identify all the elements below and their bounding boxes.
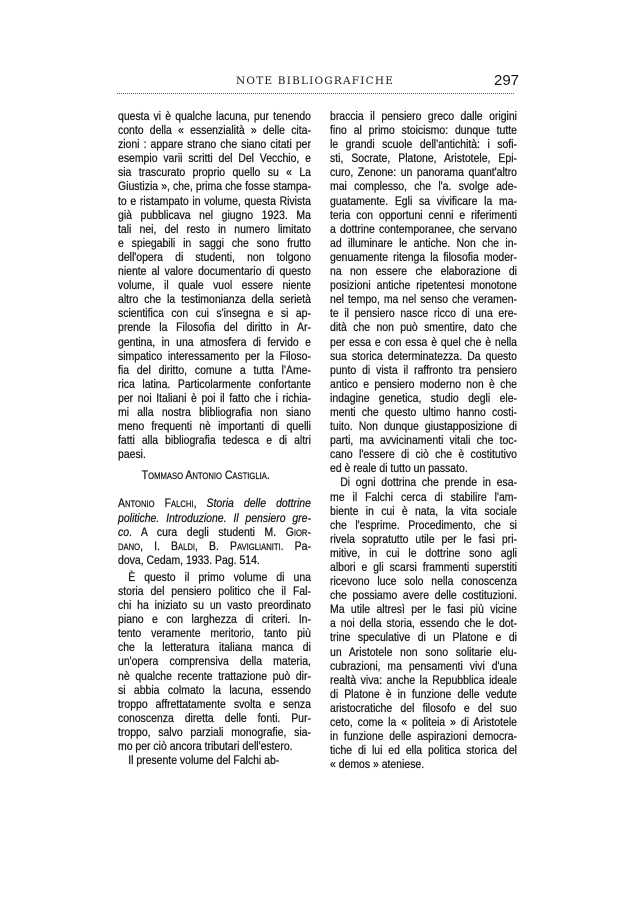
text-line: tiche di lui ed ella politica storica del [330, 743, 517, 758]
text-line: chi ha iniziato su un vasto preordinato [118, 598, 311, 613]
text-line: sia trascurato proprio quello su « La [118, 165, 311, 180]
text-line: Di ogni dottrina che prende in esa- [340, 475, 517, 490]
text-line: che l'esprime. Procedimento, che si [330, 517, 517, 532]
text-line: scientifica con cui s'insegna e si ap- [118, 306, 311, 321]
text-line: mitive, in cui le dottrine sono agli [330, 545, 517, 560]
text-line: che possiamo avere delle costituzioni. [330, 588, 517, 603]
paragraph [118, 109, 311, 461]
text-line: guatamente. Egli sa vivificare la ma- [330, 193, 517, 208]
text-line: a dottrine contemporanee, che servano [330, 221, 517, 236]
text-line: le grandi scuole dell'antichità: i sofi- [330, 137, 517, 152]
text-line: fino al primo stoicismo: dunque tutte [330, 123, 517, 138]
text-line: e spiegabili in saggi che sono frutto [118, 235, 311, 250]
text-line: niente al valore documentario di questo [118, 264, 311, 279]
paragraph [118, 570, 311, 753]
text-line: per essa e con essa è quel che è nella [330, 334, 517, 349]
text-line: curo, Zenone: un panorama quant'altro [330, 165, 517, 180]
text-line: conoscenza diretta delle fonti. Pur- [118, 710, 311, 725]
text-line: zioni : appare strano che siano citati per [118, 137, 311, 152]
text-line: un'opera comprensiva della materia, [118, 654, 311, 669]
text-line: per noi Italiani è poi il fatto che i richia- [118, 390, 311, 405]
book-title: co [118, 524, 130, 539]
author-name: Antonio Falchi [118, 496, 194, 511]
text-line: posizioni antiche ripetentesi monotone [330, 278, 517, 293]
text-line: realtà viva: anche la Repubblica ideale [330, 672, 517, 687]
text-line: Giustizia », che, prima che fosse stampa- [118, 179, 311, 194]
text-line: teria con opportuni cenni e riferimenti [330, 207, 517, 222]
bibliographic-entry [118, 496, 311, 566]
entry-text: dova, Cedam, 1933. Pag. 514. [118, 552, 260, 567]
text-line: ad illuminare le antiche. Non che in- [330, 235, 517, 250]
right-column [330, 109, 517, 771]
text-line: parti, ma avvicinamenti vitali che toc- [330, 433, 517, 448]
paragraph [330, 475, 517, 771]
entry-line [118, 553, 311, 567]
text-line: conto della « essenzialità » delle cita- [118, 123, 311, 138]
text-line: Il presente volume del Falchi ab- [128, 753, 280, 768]
text-line: dell'opera di studenti, non tolgono [118, 249, 311, 264]
running-header-title: NOTE BIBLIOGRAFICHE [236, 75, 395, 87]
left-column [118, 109, 311, 767]
text-line: simpatico interessamento per la Filoso- [118, 348, 311, 363]
author-name: Paviglianiti [230, 538, 281, 553]
page-number: 297 [494, 72, 520, 89]
text-line: ed è reale di tutto un passato. [330, 461, 468, 476]
text-line: rica latina. Particolarmente confortante [118, 376, 311, 391]
text-line: trine speculative di un Platone e di [330, 630, 517, 645]
text-line: albori e gli scarsi frammenti superstiti [330, 560, 517, 574]
text-line: tali nei, del resto in numero limitato [118, 221, 311, 236]
text-line: biente in cui è nata, la vita sociale [330, 503, 517, 518]
text-line: si abbia colmato la lacuna, essendo [118, 682, 311, 697]
author-name: dano [118, 538, 141, 553]
entry-text: , I. [140, 538, 172, 553]
text-line: fia del diritto, comune a tutta l'Ame- [118, 362, 311, 377]
text-line: tento veramente meritorio, tanto più [118, 626, 311, 641]
text-line: paesi. [118, 447, 146, 462]
text-line: volume, il quale vuol essere niente [118, 278, 311, 293]
text-line: menti che questo ultimo hanno costi- [330, 404, 517, 419]
text-line: rivela sopratutto utile per le fasi pri- [330, 531, 517, 546]
text-line: già pubblicava nel giugno 1923. Ma [118, 207, 311, 222]
text-line: cubrazioni, ma pensamenti vivi d'una [330, 658, 517, 673]
text-line: ricevono luce solo nella conoscenza [330, 574, 517, 589]
text-line: punto di vista il raffronto tra pensiero [330, 362, 517, 377]
author-name: Gior- [285, 524, 311, 539]
text-line: un Aristotele non sono solitarie elu- [330, 644, 517, 659]
text-line: mai complesso, che l'a. svolge ade- [330, 179, 517, 194]
text-line: che la letteratura italiana manca di [118, 640, 311, 655]
text-line: Ma utile altresì per le fasi più vicine [330, 602, 517, 617]
text-line: in funzione delle aspirazioni democra- [330, 729, 517, 744]
paragraph [118, 753, 311, 767]
text-line: questa vi è qualche lacuna, pur tenendo [118, 109, 311, 123]
text-line: nè qualche recente trattazione può dir- [118, 668, 311, 683]
text-line: sti, Socrate, Platone, Aristotele, Epi- [330, 151, 517, 166]
entry-text: , [193, 496, 207, 511]
text-line: altro che la testimonianza della serietà [118, 292, 311, 307]
review-signature: Tommaso Antonio Castiglia. [141, 468, 270, 483]
text-line: ceto, come la « politeia » di Aristotele [330, 715, 517, 730]
text-line: indagine genetica, studio degli ele- [330, 390, 517, 405]
text-line: nel tempo, ma nel senso che veramen- [330, 292, 517, 307]
author-name: Baldi [171, 538, 196, 553]
entry-line [118, 511, 311, 525]
entry-text: . Pa- [280, 538, 311, 553]
entry-line [118, 539, 311, 553]
text-line: genuamente ritenga la filosofia moder- [330, 249, 517, 264]
text-line: esempio varii scritti del Del Vecchio, e [118, 151, 311, 166]
text-line: troppo affrettatamente svolta e senza [118, 696, 311, 711]
text-line: antico e pensiero moderno non è che [330, 376, 517, 391]
text-line: meno frequenti nè importanti di quelli [118, 419, 311, 434]
text-line: dità che non può smentire, dato che [330, 320, 517, 335]
text-line: sua storica determinatezza. Da questo [330, 348, 517, 363]
text-line: to e ristampato in volume, questa Rivista [118, 193, 311, 208]
text-line: cano l'essere di ciò che è costitutivo [330, 447, 517, 462]
paragraph [330, 109, 517, 475]
entry-line [118, 525, 311, 539]
entry-text: . A cura degli studenti M. [129, 524, 286, 539]
text-line: tuito. Non dunque giustapposizione di [330, 419, 517, 434]
text-line: me il Falchi cerca di stabilire l'am- [330, 489, 517, 504]
text-line: « demos » ateniese. [330, 757, 425, 772]
book-title: Storia delle dottrine [206, 496, 311, 511]
text-line: a noi della storia, essendo che le dot- [330, 616, 517, 631]
text-line: È questo il primo volume di una [128, 569, 311, 584]
text-line: na non essere che elaborazione di [330, 264, 517, 279]
text-line: gentina, in una atmosfera di fervido e [118, 334, 311, 349]
text-line: piano e con larghezza di criteri. In- [118, 612, 311, 627]
text-line: aristocratiche del filosofo e del suo [330, 700, 517, 715]
text-line: mo per ciò ancora tributari dell'estero. [118, 739, 293, 754]
text-line: mi alla nostra blibliografia non siano [118, 404, 311, 419]
text-line: te il pensiero nasce ricco di una ere- [330, 306, 517, 321]
text-line: fatti alla bibliografia tedesca e di altri [118, 433, 311, 448]
text-line: prende la Filosofia del diritto in Ar- [118, 320, 311, 335]
entry-line [118, 496, 311, 510]
text-line: troppo, salvo parziali monografie, sia- [118, 724, 311, 739]
text-line: storia del pensiero politico che il Fal- [118, 584, 311, 598]
book-title: politiche. Introduzione. Il pensiero gre- [118, 510, 311, 525]
header-divider [117, 93, 514, 94]
entry-text: , B. [195, 538, 231, 553]
text-line: di Platone è in funzione delle vedute [330, 686, 517, 701]
text-line: braccia il pensiero greco dalle origini [330, 109, 517, 123]
